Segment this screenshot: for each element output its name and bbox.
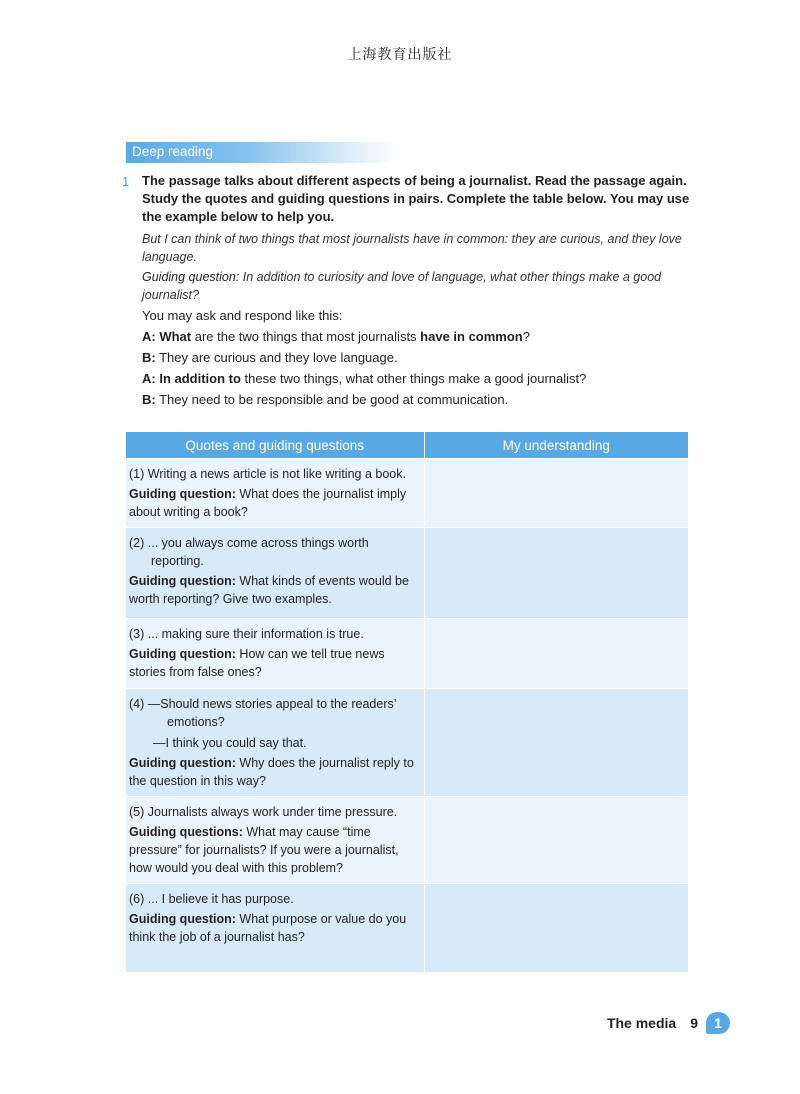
gq-text: What kinds of events would be worth reporting? Give two examples. bbox=[129, 574, 409, 606]
speaker-label: A: bbox=[142, 329, 156, 344]
quote-text-continued: reporting. bbox=[151, 554, 204, 568]
guiding-question bbox=[129, 572, 421, 608]
table-row bbox=[126, 619, 688, 689]
example-gq-label: Guiding question: bbox=[142, 270, 240, 284]
task-number: 1 bbox=[122, 174, 130, 189]
example-guiding-question bbox=[142, 268, 702, 304]
task-block bbox=[122, 172, 702, 411]
dialogue-line-a2 bbox=[142, 369, 702, 388]
dialogue-text: ? bbox=[522, 329, 530, 344]
example-gq-text: In addition to curiosity and love of language, what other things make a good journalist? bbox=[142, 270, 662, 302]
example-quote: But I can think of two things that most journalists have in common: they are curious, and they love language. bbox=[142, 232, 682, 264]
understanding-answer-cell[interactable] bbox=[424, 619, 688, 689]
guiding-question bbox=[129, 485, 421, 521]
understanding-answer-cell[interactable] bbox=[424, 884, 688, 972]
understanding-answer-cell[interactable] bbox=[424, 689, 688, 797]
gq-label: Guiding question: bbox=[129, 487, 236, 501]
guiding-question bbox=[129, 754, 421, 790]
quote-text: (1) Writing a news article is not like writing a book. bbox=[129, 467, 406, 481]
gq-text: What may cause “time pressure” for journalists? If you were a journalist, how would you deal with this problem? bbox=[129, 825, 399, 875]
header-understanding: My understanding bbox=[424, 432, 688, 459]
unit-badge: 1 bbox=[706, 1012, 730, 1034]
dialogue-line-a1 bbox=[142, 327, 702, 346]
dialogue-line-b2 bbox=[142, 390, 702, 409]
speaker-label: B: bbox=[142, 392, 156, 407]
unit-title: The media bbox=[606, 1015, 677, 1031]
speaker-label: A: bbox=[142, 371, 156, 386]
quote-text: (4) —Should news stories appeal to the readers’ bbox=[129, 697, 397, 711]
speaker-label: B: bbox=[142, 350, 156, 365]
quote-text: (5) Journalists always work under time pressure. bbox=[129, 805, 398, 819]
gq-text: What purpose or value do you think the job of a journalist has? bbox=[129, 912, 407, 944]
quote-cell bbox=[126, 884, 424, 972]
dialogue-text: They are curious and they love language. bbox=[155, 350, 398, 365]
dialogue-text: are the two things that most journalists bbox=[191, 329, 421, 344]
dialogue-intro: You may ask and respond like this: bbox=[142, 308, 343, 323]
gq-label: Guiding question: bbox=[129, 756, 236, 770]
dialogue-bold: What bbox=[155, 329, 192, 344]
gq-label: Guiding questions: bbox=[129, 825, 243, 839]
gq-text: How can we tell true news stories from false ones? bbox=[129, 647, 385, 679]
quote-text: (6) ... I believe it has purpose. bbox=[129, 892, 294, 906]
gq-label: Guiding question: bbox=[129, 574, 236, 588]
task-instruction: The passage talks about different aspects of being a journalist. Read the passage again. Study the quotes and guiding questions in pairs. Complete the table below. You may use the example below to help you. bbox=[142, 173, 690, 224]
dialogue-line-b1 bbox=[142, 348, 702, 367]
table-row bbox=[126, 797, 688, 884]
gq-label: Guiding question: bbox=[129, 647, 236, 661]
quote-cell bbox=[126, 459, 424, 528]
table-row bbox=[126, 528, 688, 619]
table-row bbox=[126, 884, 688, 972]
section-title: Deep reading bbox=[132, 144, 214, 159]
quote-reply: —I think you could say that. bbox=[153, 736, 307, 750]
understanding-answer-cell[interactable] bbox=[424, 797, 688, 884]
gq-text: What does the journalist imply about writing a book? bbox=[129, 487, 407, 519]
dialogue-bold: have in common bbox=[420, 329, 523, 344]
table-header-row bbox=[126, 432, 688, 459]
guiding-question bbox=[129, 645, 421, 681]
dialogue-text: these two things, what other things make a good journalist? bbox=[240, 371, 587, 386]
gq-label: Guiding question: bbox=[129, 912, 236, 926]
header-quotes: Quotes and guiding questions bbox=[126, 432, 424, 459]
dialogue-bold: In addition to bbox=[155, 371, 241, 386]
table-row bbox=[126, 689, 688, 797]
table-row bbox=[126, 459, 688, 528]
quote-text: (2) ... you always come across things worth bbox=[129, 536, 369, 550]
understanding-answer-cell[interactable] bbox=[424, 459, 688, 528]
quote-text-continued: emotions? bbox=[167, 715, 225, 729]
understanding-answer-cell[interactable] bbox=[424, 528, 688, 619]
quote-cell bbox=[126, 689, 424, 797]
task-example bbox=[142, 230, 702, 409]
guiding-question bbox=[129, 910, 421, 946]
page-number: 9 bbox=[690, 1015, 698, 1031]
quotes-table bbox=[126, 432, 688, 972]
page-footer bbox=[607, 1012, 730, 1034]
quote-text: (3) ... making sure their information is true. bbox=[129, 627, 364, 641]
publisher-header: 上海教育出版社 bbox=[347, 47, 453, 63]
section-banner bbox=[126, 142, 396, 163]
quote-cell bbox=[126, 797, 424, 884]
quote-cell bbox=[126, 528, 424, 619]
dialogue-text: They need to be responsible and be good at communication. bbox=[155, 392, 509, 407]
quote-cell bbox=[126, 619, 424, 689]
guiding-question bbox=[129, 823, 421, 877]
gq-text: Why does the journalist reply to the question in this way? bbox=[129, 756, 414, 788]
